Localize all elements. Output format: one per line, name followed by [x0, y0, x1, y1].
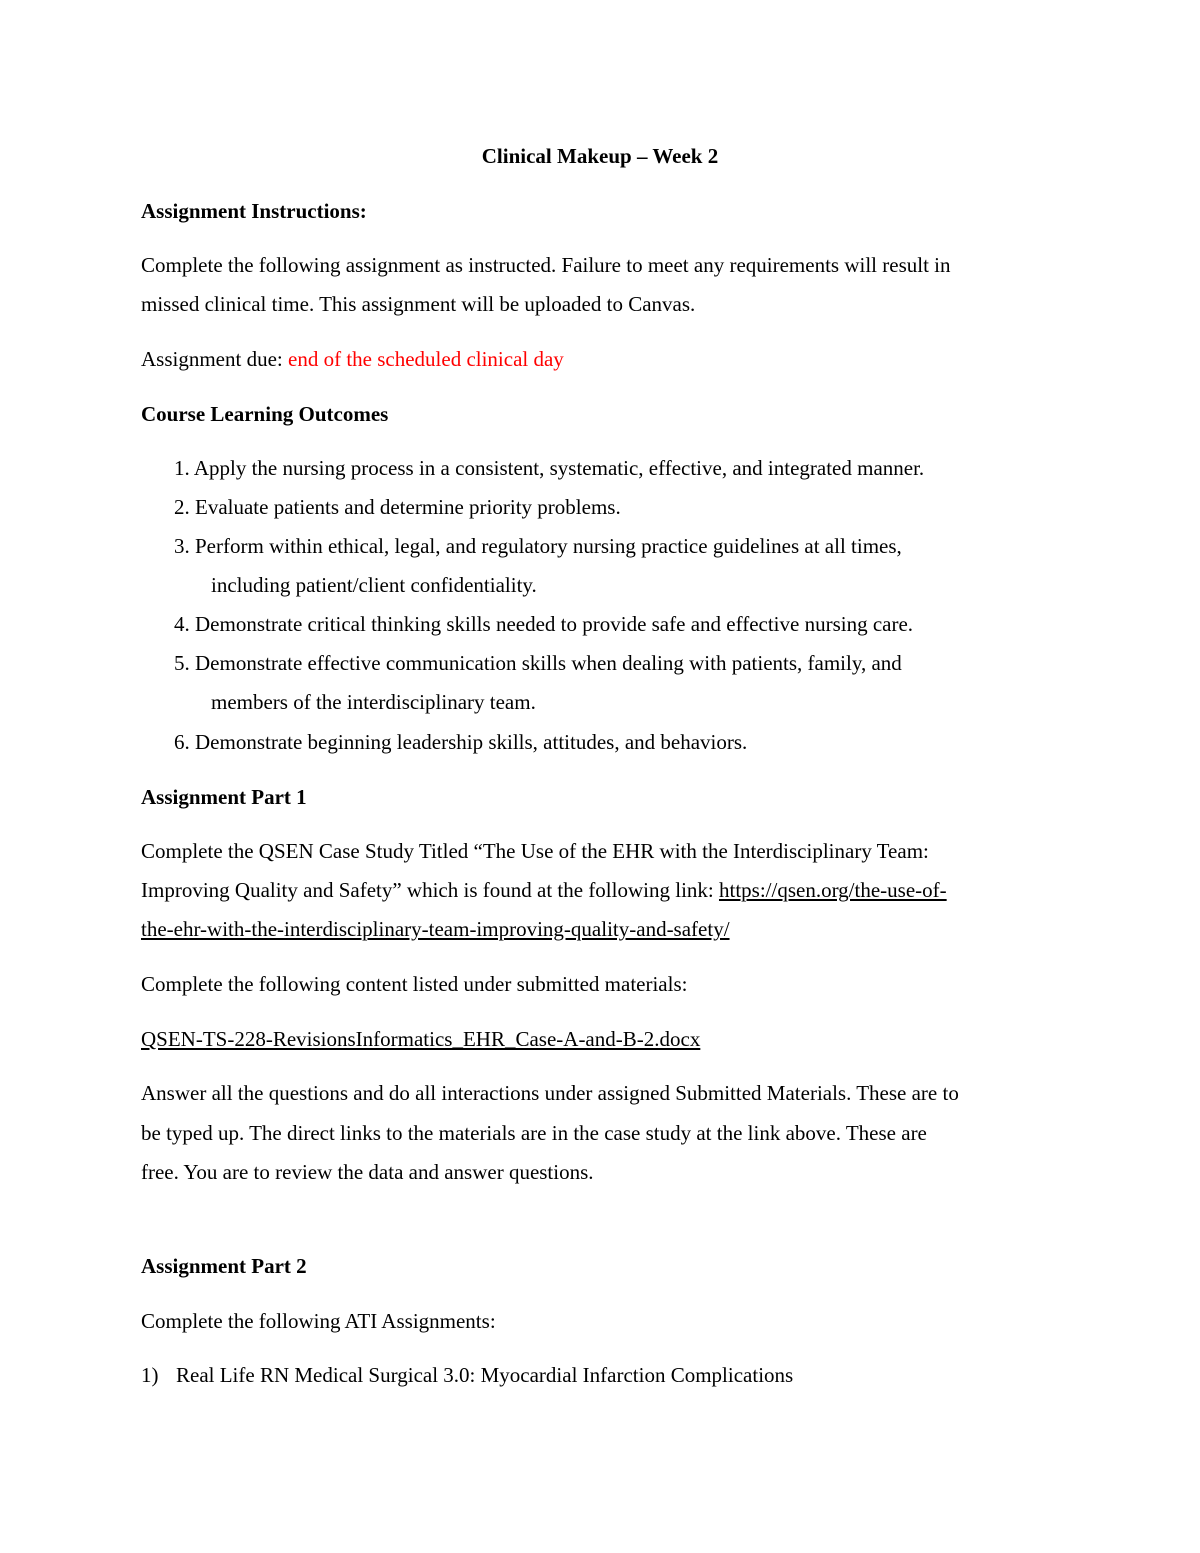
outcome-item-5: 5. Demonstrate effective communication skills when dealing with patients, family, and — [174, 651, 902, 675]
answer-text-line-3: free. You are to review the data and answer questions. — [141, 1160, 594, 1184]
part2-intro: Complete the following ATI Assignments: — [141, 1309, 496, 1333]
outcome-item-2: 2. Evaluate patients and determine priority problems. — [174, 495, 621, 519]
outcomes-heading: Course Learning Outcomes — [141, 402, 389, 426]
part1-text-line-2 — [141, 880, 947, 901]
instructions-text-line-1: Complete the following assignment as instructed. Failure to meet any requirements will result in — [141, 253, 951, 277]
due-date-line — [141, 349, 564, 370]
outcome-item-4: 4. Demonstrate critical thinking skills needed to provide safe and effective nursing care. — [174, 612, 914, 636]
outcome-item-6: 6. Demonstrate beginning leadership skills, attitudes, and behaviors. — [174, 730, 748, 754]
outcome-item-5-continued: members of the interdisciplinary team. — [211, 690, 536, 714]
ati-item-text: Real Life RN Medical Surgical 3.0: Myocardial Infarction Complications — [176, 1363, 794, 1387]
submitted-file-link[interactable]: QSEN-TS-228-RevisionsInformatics_EHR_Case-A-and-B-2.docx — [141, 1027, 701, 1051]
answer-text-line-1: Answer all the questions and do all interactions under assigned Submitted Materials. These are to — [141, 1081, 959, 1105]
part2-heading: Assignment Part 2 — [141, 1254, 307, 1278]
outcome-item-3-continued: including patient/client confidentiality. — [211, 573, 537, 597]
due-label: Assignment due: — [141, 347, 288, 371]
document-title: Clinical Makeup – Week 2 — [481, 144, 719, 168]
outcome-item-1: 1. Apply the nursing process in a consistent, systematic, effective, and integrated manner. — [174, 456, 925, 480]
part1-text-line-1: Complete the QSEN Case Study Titled “The Use of the EHR with the Interdisciplinary Team: — [141, 839, 929, 863]
due-value: end of the scheduled clinical day — [288, 347, 564, 371]
answer-text-line-2: be typed up. The direct links to the materials are in the case study at the link above. These are — [141, 1121, 927, 1145]
instructions-heading: Assignment Instructions: — [141, 199, 367, 223]
part1-link-continued-line — [141, 919, 730, 940]
qsen-case-study-link[interactable]: https://qsen.org/the-use-of- — [718, 878, 947, 902]
submitted-file-line — [141, 1029, 700, 1050]
outcome-item-3: 3. Perform within ethical, legal, and regulatory nursing practice guidelines at all times, — [174, 534, 902, 558]
part1-text-line-2-text: Improving Quality and Safety” which is found at the following link: — [141, 878, 719, 902]
part1-heading: Assignment Part 1 — [141, 785, 307, 809]
submitted-materials-intro: Complete the following content listed under submitted materials: — [141, 972, 688, 996]
ati-item-number: 1) — [141, 1363, 159, 1387]
qsen-case-study-link-continued[interactable]: the-ehr-with-the-interdisciplinary-team-improving-quality-and-safety/ — [141, 917, 730, 941]
instructions-text-line-2: missed clinical time. This assignment will be uploaded to Canvas. — [141, 292, 696, 316]
